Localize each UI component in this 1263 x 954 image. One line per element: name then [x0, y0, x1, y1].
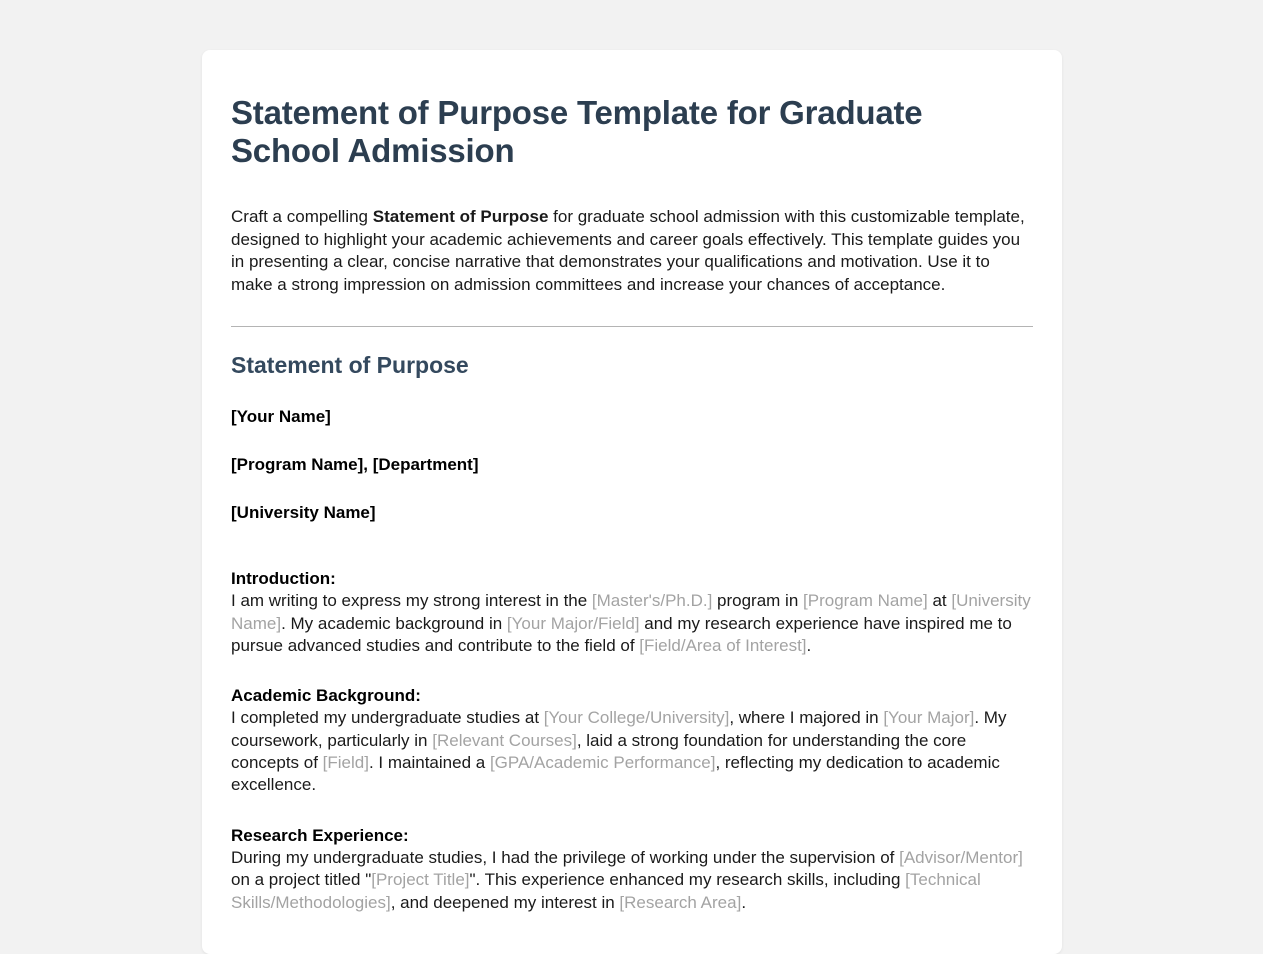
block-label: Research Experience: — [231, 825, 409, 845]
header-line-program-department: [Program Name], [Department] — [231, 455, 479, 474]
placeholder-token[interactable]: [Technical Skills/Methodologies] — [231, 870, 981, 912]
block-text-run: . My academic background in — [281, 613, 507, 633]
placeholder-token[interactable]: [Relevant Courses] — [432, 730, 577, 750]
placeholder-token[interactable]: [Research Area] — [619, 892, 742, 912]
placeholder-token[interactable]: [GPA/Academic Performance] — [489, 753, 716, 773]
block-text-run: I am writing to express my strong interest in the — [231, 591, 592, 611]
block-text-run: . — [741, 892, 747, 912]
block-text-run: I completed my undergraduate studies at — [231, 708, 544, 728]
template-block — [231, 568, 1033, 657]
section-heading-statement-of-purpose: Statement of Purpose — [231, 352, 469, 378]
block-label: Introduction: — [231, 569, 336, 588]
block-text-run: , where I majored in — [729, 708, 884, 728]
block-text-run: , reflecting my dedication to academic excellence. — [231, 753, 1000, 795]
intro-text-part2: for graduate school admission with this customizable template, designed to highlight your academic achievements and career goals effectively. This template guides you in presenting a clear, concise narrative that demonstrates your qualifications and motivation. Use it to make a strong impression on admission committees and increase your chances of acceptance. — [231, 207, 1025, 294]
block-text-run: , laid a strong foundation for understanding the core concepts of — [231, 730, 967, 773]
block-label: Academic Background: — [231, 686, 421, 706]
placeholder-token[interactable]: [Project Title] — [371, 870, 470, 890]
placeholder-token[interactable]: [Your Major] — [883, 708, 975, 728]
placeholder-token[interactable]: [University Name] — [231, 591, 1031, 633]
block-text-run: program in — [712, 591, 804, 611]
section-divider — [231, 326, 1033, 327]
block-text-run: . My coursework, particularly in — [231, 708, 1007, 750]
block-text-run: on a project titled " — [231, 870, 372, 890]
placeholder-token[interactable]: [Program Name] — [803, 591, 928, 611]
placeholder-token[interactable]: [Advisor/Mentor] — [899, 847, 1023, 867]
block-text-run: and my research experience have inspired me to pursue advanced studies and contribute to the field of — [231, 613, 1012, 655]
block-text-run: . — [806, 635, 812, 655]
block-text-run: , and deepened my interest in — [390, 892, 620, 912]
template-block — [231, 685, 1033, 796]
block-text-run: During my undergraduate studies, I had the privilege of working under the supervision of — [231, 847, 900, 867]
block-text-run: at — [927, 591, 952, 611]
intro-bold-phrase: Statement of Purpose — [372, 207, 549, 226]
block-text-run: ". This experience enhanced my research skills, including — [469, 870, 906, 890]
template-blocks — [231, 568, 1033, 914]
placeholder-token[interactable]: [Master's/Ph.D.] — [591, 591, 713, 611]
intro-paragraph — [231, 206, 1033, 296]
placeholder-token[interactable]: [Your Major/Field] — [506, 613, 640, 633]
page-title: Statement of Purpose Template for Graduate School Admission — [231, 94, 923, 169]
header-line-your-name: [Your Name] — [231, 407, 331, 426]
header-line-university-name: [University Name] — [231, 503, 376, 522]
template-block — [231, 825, 1033, 914]
document-card — [202, 50, 1062, 954]
block-text-run: . I maintained a — [368, 753, 490, 773]
intro-text-part1: Craft a compelling — [231, 207, 373, 226]
placeholder-token[interactable]: [Field] — [322, 753, 369, 773]
placeholder-token[interactable]: [Your College/University] — [543, 708, 730, 728]
placeholder-token[interactable]: [Field/Area of Interest] — [639, 635, 807, 655]
